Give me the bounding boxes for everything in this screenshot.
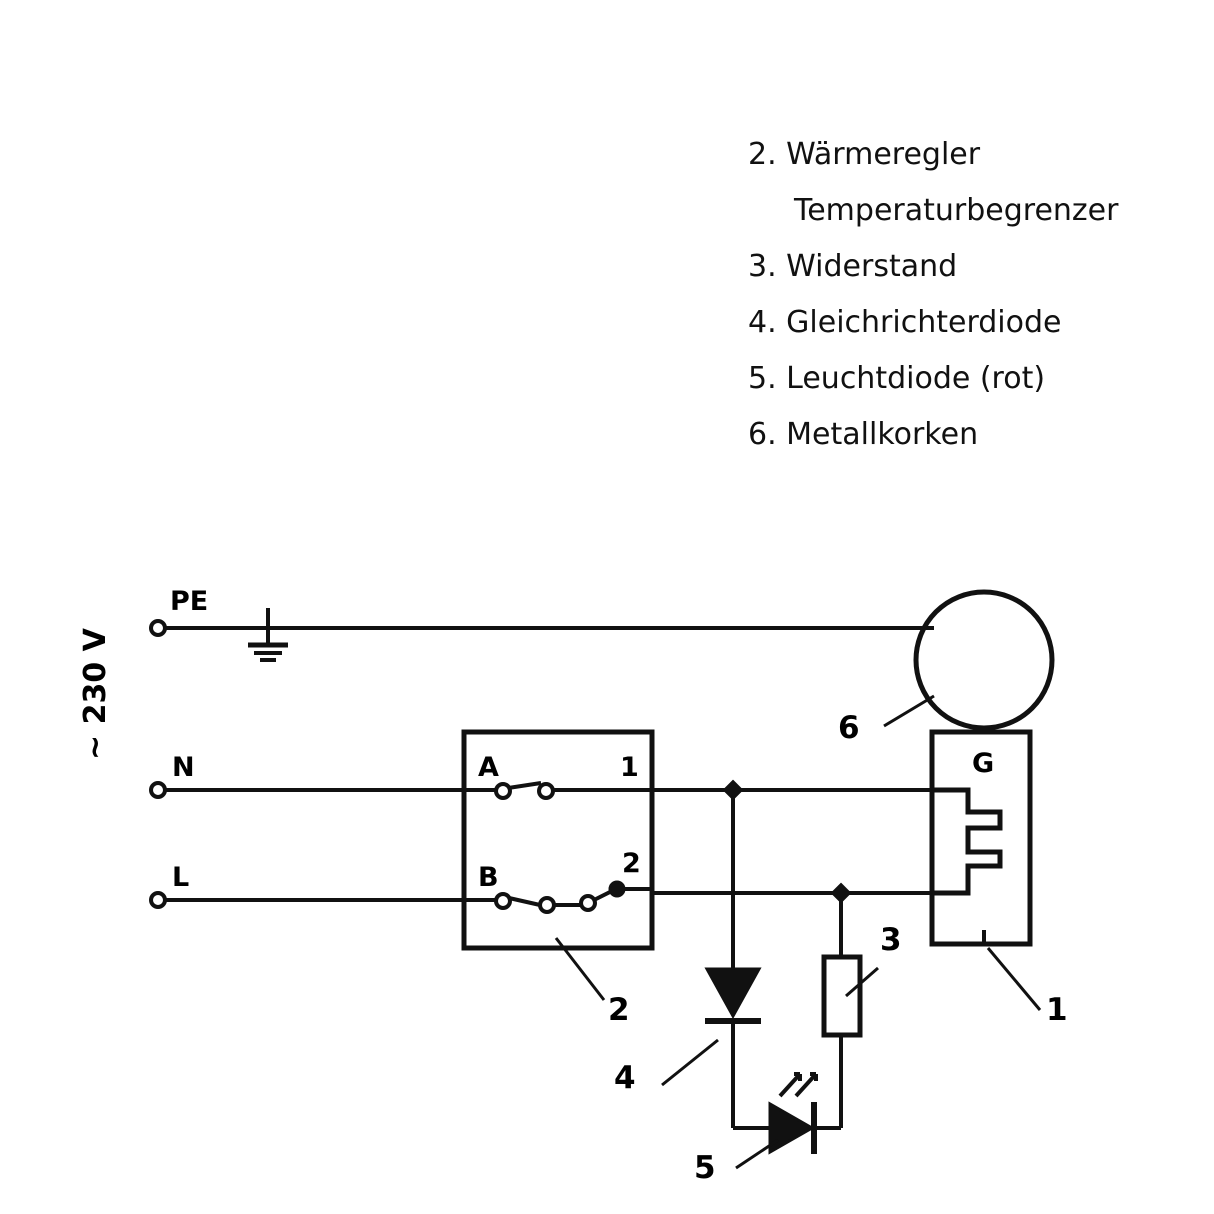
limiter-mid-contact-icon [540,898,554,912]
label-terminal-1: 1 [620,752,639,783]
label-terminal-a: A [478,752,499,783]
label-terminal-b: B [478,862,499,893]
callout-4-label: 4 [614,1060,636,1096]
label-supply-voltage: ~ 230 V [78,628,113,760]
callout-6-label: 6 [838,710,860,746]
legend-item: 2. Wärmeregler [748,137,981,172]
legend-item: 5. Leuchtdiode (rot) [748,361,1046,396]
heating-coil-icon [934,790,1000,893]
callout-2-label: 2 [608,992,630,1028]
metal-cork-icon [916,592,1052,728]
led-icon [770,1104,812,1152]
switch-a-blade [508,783,541,788]
l-terminal-icon [151,893,165,907]
legend-item: 3. Widerstand [748,249,958,284]
callout-3-label: 3 [880,922,902,958]
callout-6-leader [884,696,934,726]
callout-5-label: 5 [694,1150,716,1186]
switch-b-blade [509,898,540,905]
callout-4-leader [662,1040,718,1085]
callout-5-leader [736,1140,778,1168]
n-terminal-icon [151,783,165,797]
switch-b-contact-icon [496,894,510,908]
legend-item: Temperaturbegrenzer [794,193,1119,228]
limiter-end-contact-icon [581,896,595,910]
legend-item: 6. Metallkorken [748,417,979,452]
label-heater-g: G [972,748,995,779]
legend-item: 4. Gleichrichterdiode [748,305,1062,340]
label-l: L [172,862,190,893]
callout-1-label: 1 [1046,992,1068,1028]
pe-terminal-icon [151,621,165,635]
label-pe: PE [170,586,209,617]
callout-1-leader [988,948,1040,1010]
rectifier-diode-icon [707,969,759,1016]
label-n: N [172,752,195,783]
switch-1-contact-icon [539,784,553,798]
label-terminal-2: 2 [622,848,641,879]
resistor-icon [824,957,860,1035]
